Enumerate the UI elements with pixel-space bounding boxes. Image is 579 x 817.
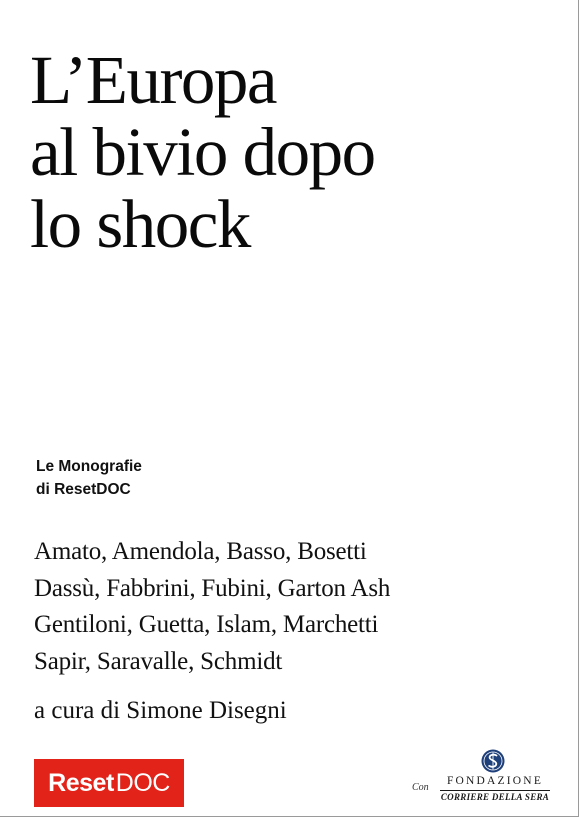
logo-reset: Reset — [48, 768, 114, 797]
partner-prefix: Con — [412, 782, 429, 793]
title-line: al bivio dopo — [30, 114, 375, 190]
partner-divider — [440, 790, 550, 791]
editor-credit: a cura di Simone Disegni — [34, 697, 287, 724]
series-line: Le Monografie — [36, 458, 142, 475]
series-label — [36, 455, 142, 501]
logo-doc: DOC — [115, 768, 170, 797]
fondazione-seal-icon — [481, 749, 505, 773]
cover-title — [30, 44, 575, 260]
authors-line: Sapir, Saravalle, Schmidt — [34, 647, 283, 675]
partner-name-line1: FONDAZIONE — [446, 775, 544, 787]
title-line: L’Europa — [30, 42, 277, 118]
resetdoc-logo — [34, 759, 184, 807]
authors-line: Amato, Amendola, Basso, Bosetti — [34, 538, 367, 565]
authors-line: Dassù, Fabbrini, Fubini, Garton Ash — [34, 574, 391, 602]
authors-list — [34, 534, 390, 680]
authors-line: Gentiloni, Guetta, Islam, Marchetti — [34, 611, 379, 638]
partner-name-line2: CORRIERE DELLA SERA — [440, 792, 550, 802]
series-line: di ResetDOC — [36, 481, 131, 498]
title-line: lo shock — [30, 186, 250, 262]
